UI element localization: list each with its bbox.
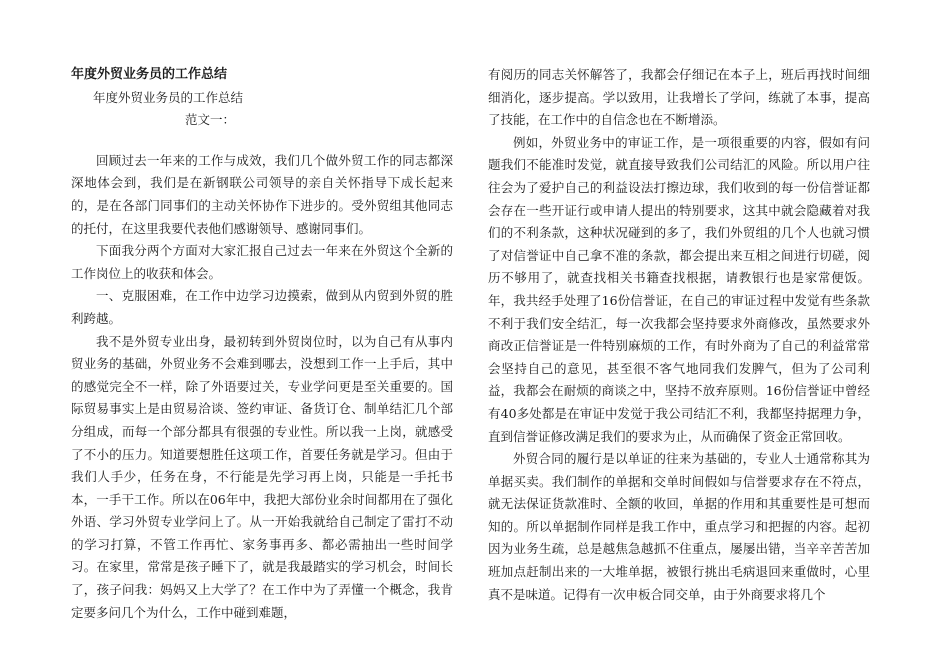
spacer	[71, 132, 453, 150]
paragraph: 我不是外贸专业出身，最初转到外贸岗位时，以为自己有从事内贸业务的基础，外贸业务不会难到哪去，没想到工作一上手后，其中的感觉完全不一样，除了外语要过关，专业学问更是至关重要的。国际贸易事实上是由贸易洽谈、签约审证、备货订仓、制单结汇几个部分组成，而每一个部分都具有很强的专业性。所以我一上岗，就感受了不小的压力。知道要想胜任这项工作，首要任务就是学习。但由于我们人手少，任务在身，不行能是先学习再上岗，只能是一手托书本，一手干工作。所以在06年中，我把大部份业余时间都用在了强化外语、学习外贸专业学问上了。从一开始我就给自己制定了雷打不动的学习打算，不管工作再忙、家务事再多、都必需抽出一些时间学习。在家里，常常是孩子睡下了，就是我最踏实的学习机会，时间长了，孩子问我：妈妈又上大学了？在工作中为了弄懂一个概念，我肯定要多问几个为什么，工作中碰到难题，	[71, 333, 453, 620]
paragraph: 外贸合同的履行是以单证的往来为基础的，专业人士通常称其为单据买卖。我们制作的单据和交单时间假如与信誉要求存在不符点，就无法保证货款准时、全额的收回，单据的作用和其重要性是可想而知的。所以单据制作同样是我工作中，重点学习和把握的内容。起初因为业务生疏，总是越焦急越抓不住重点，屡屡出错，当辛辛苦苦加班加点赶制出来的一大堆单据，被银行挑出毛病退回来重做时，心里真不是味道。记得有一次申板合同交单，由于外商要求将几个	[488, 451, 870, 602]
sample-label: 范文一：	[185, 112, 236, 128]
paragraph: 有阅历的同志关怀解答了，我都会仔细记在本子上，班后再找时间细细消化，逐步提高。学以致用，让我增长了学问，练就了本事，提高了技能，在工作中的自信念也在不断增添。	[488, 67, 870, 128]
left-column	[71, 64, 453, 624]
paragraph: 回顾过去一年来的工作与成效，我们几个做外贸工作的同志都深深地体会到，我们是在新钢联公司领导的亲自关怀指导下成长起来的，是在各部门同事们的主动关怀协作下进步的。受外贸组其他同志的托付，在这里我要代表他们感谢领导、感谢同事们。	[71, 152, 453, 236]
document-title: 年度外贸业务员的工作总结	[71, 67, 228, 82]
section-heading: 一、克服困难，在工作中边学习边摸索，做到从内贸到外贸的胜利跨越。	[71, 288, 453, 326]
paragraph: 下面我分两个方面对大家汇报自己过去一年来在外贸这个全新的工作岗位上的收获和体会。	[71, 243, 453, 281]
right-column	[488, 64, 870, 606]
document-subtitle: 年度外贸业务员的工作总结	[93, 89, 244, 105]
paragraph: 例如，外贸业务中的审证工作，是一项很重要的内容，假如有问题我们不能准时发觉，就直接导致我们公司结汇的风险。所以用户往往会为了爱护自己的利益设法打擦边球，我们收到的每一份信誉证都会存在一些开证行或申请人提出的特别要求，这其中就会隐藏着对我们的不利条款，这种状况碰到的多了，我们外贸组的几个人也就习惯了对信誉证中自己拿不准的条款，都会提出来互相之间进行切磋，阅历不够用了，就查找相关书籍查找根据，请教银行也是家常便饭。年，我共经手处理了16份信誉证，在自己的审证过程中发觉有些条款不利于我们安全结汇，每一次我都会坚持要求外商修改，虽然要求外商改正信誉证是一件特别麻烦的工作，有时外商为了自己的利益常常会坚持自己的意见，甚至很不客气地同我们发脾气，但为了公司利益，我都会在耐烦的商谈之中，坚持不放弃原则。16份信誉证中曾经有40多处都是在审证中发觉于我公司结汇不利，我都坚持据理力争，直到信誉证修改满足我们的要求为止，从而确保了资金正常回收。	[488, 134, 870, 444]
